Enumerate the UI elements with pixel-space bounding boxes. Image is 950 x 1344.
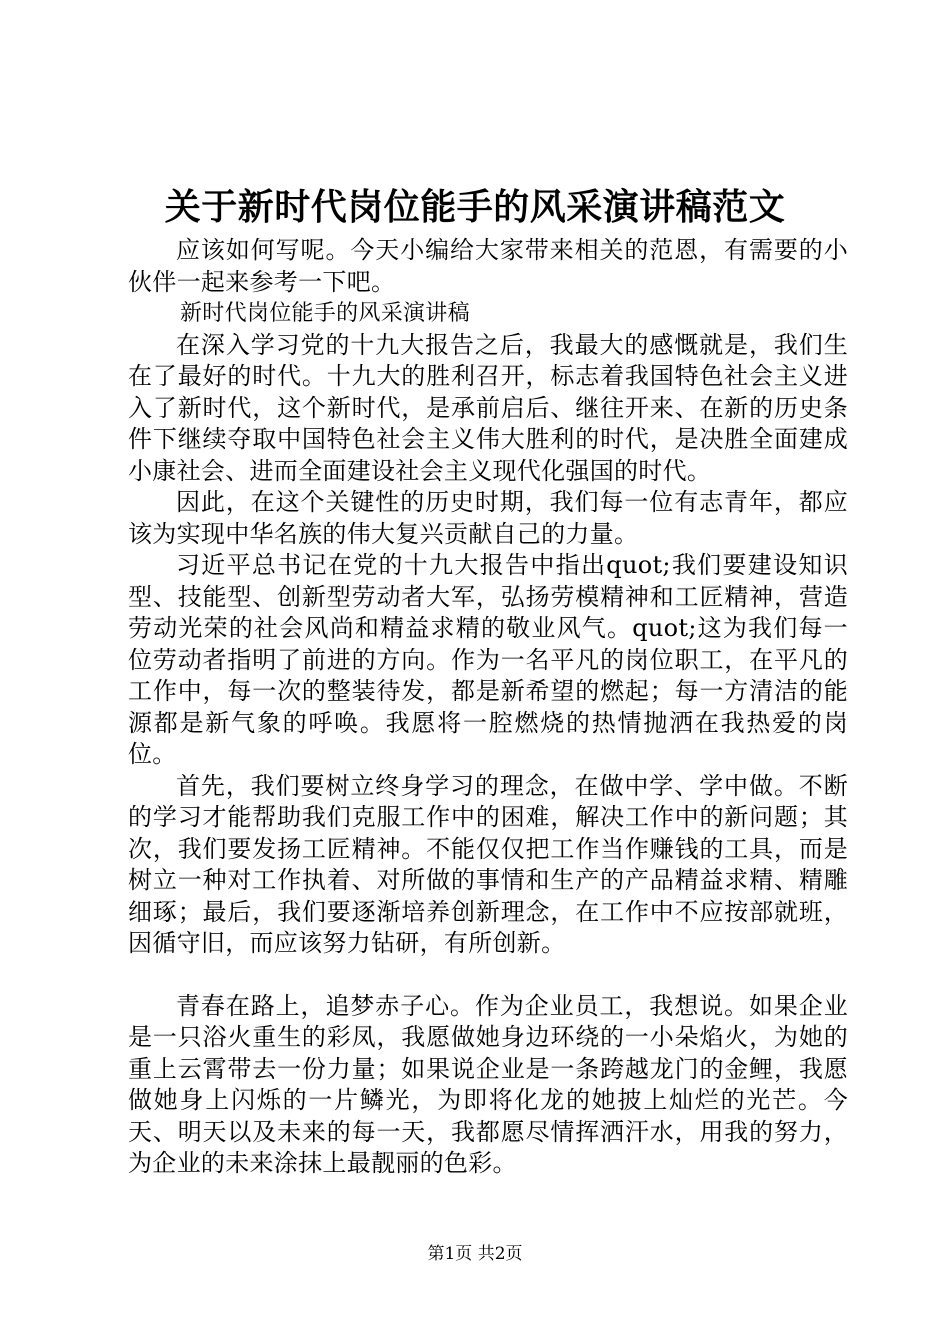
- paragraph-body: 习近平总书记在党的十九大报告中指出quot;我们要建设知识型、技能型、创新型劳动者大军，弘扬劳模精神和工匠精神，营造劳动光荣的社会风尚和精益求精的敬业风气。quot;这为我们每一位劳动者指明了前进的方向。作为一名平凡的岗位职工，在平凡的工作中，每一次的整装待发，都是新希望的燃起；每一方清洁的能源都是新气象的呼唤。我愿将一腔燃烧的热情抛洒在我热爱的岗位。: [128, 551, 848, 768]
- speech-subtitle: 新时代岗位能手的风采演讲稿: [180, 301, 470, 326]
- document-body: [128, 235, 848, 1180]
- paragraph-spacer: [128, 960, 848, 991]
- paragraph-body: 在深入学习党的十九大报告之后，我最大的感慨就是，我们生在了最好的时代。十九大的胜利召开，标志着我国特色社会主义进入了新时代，这个新时代，是承前启后、继往开来、在新的历史条件下继续夺取中国特色社会主义伟大胜利的时代，是决胜全面建成小康社会、进而全面建设社会主义现代化强国的时代。: [128, 330, 848, 485]
- paragraph-intro: 应该如何写呢。今天小编给大家带来相关的范恩，有需要的小伙伴一起来参考一下吧。: [128, 236, 848, 296]
- paragraph-body: 因此，在这个关键性的历史时期，我们每一位有志青年，都应该为实现中华名族的伟大复兴贡献自己的力量。: [128, 488, 848, 548]
- paragraph-closing: 青春在路上，追梦赤子心。作为企业员工，我想说。如果企业是一只浴火重生的彩凤，我愿做她身边环绕的一小朵焰火，为她的重上云霄带去一份力量；如果说企业是一条跨越龙门的金鲤，我愿做她身上闪烁的一片鳞光，为即将化龙的她披上灿烂的光芒。今天、明天以及未来的每一天，我都愿尽情挥洒汗水，用我的努力，为企业的未来涂抹上最靓丽的色彩。: [128, 991, 848, 1177]
- document-title: 关于新时代岗位能手的风采演讲稿范文: [164, 186, 786, 228]
- page-number-footer: 第1页 共2页: [427, 1244, 523, 1264]
- paragraph-body: 首先，我们要树立终身学习的理念，在做中学、学中做。不断的学习才能帮助我们克服工作中的困难，解决工作中的新问题；其次，我们要发扬工匠精神。不能仅仅把工作当作赚钱的工具，而是树立一种对工作执着、对所做的事情和生产的产品精益求精、精雕细琢；最后，我们要逐渐培养创新理念，在工作中不应按部就班，因循守旧，而应该努力钻研，有所创新。: [128, 771, 848, 957]
